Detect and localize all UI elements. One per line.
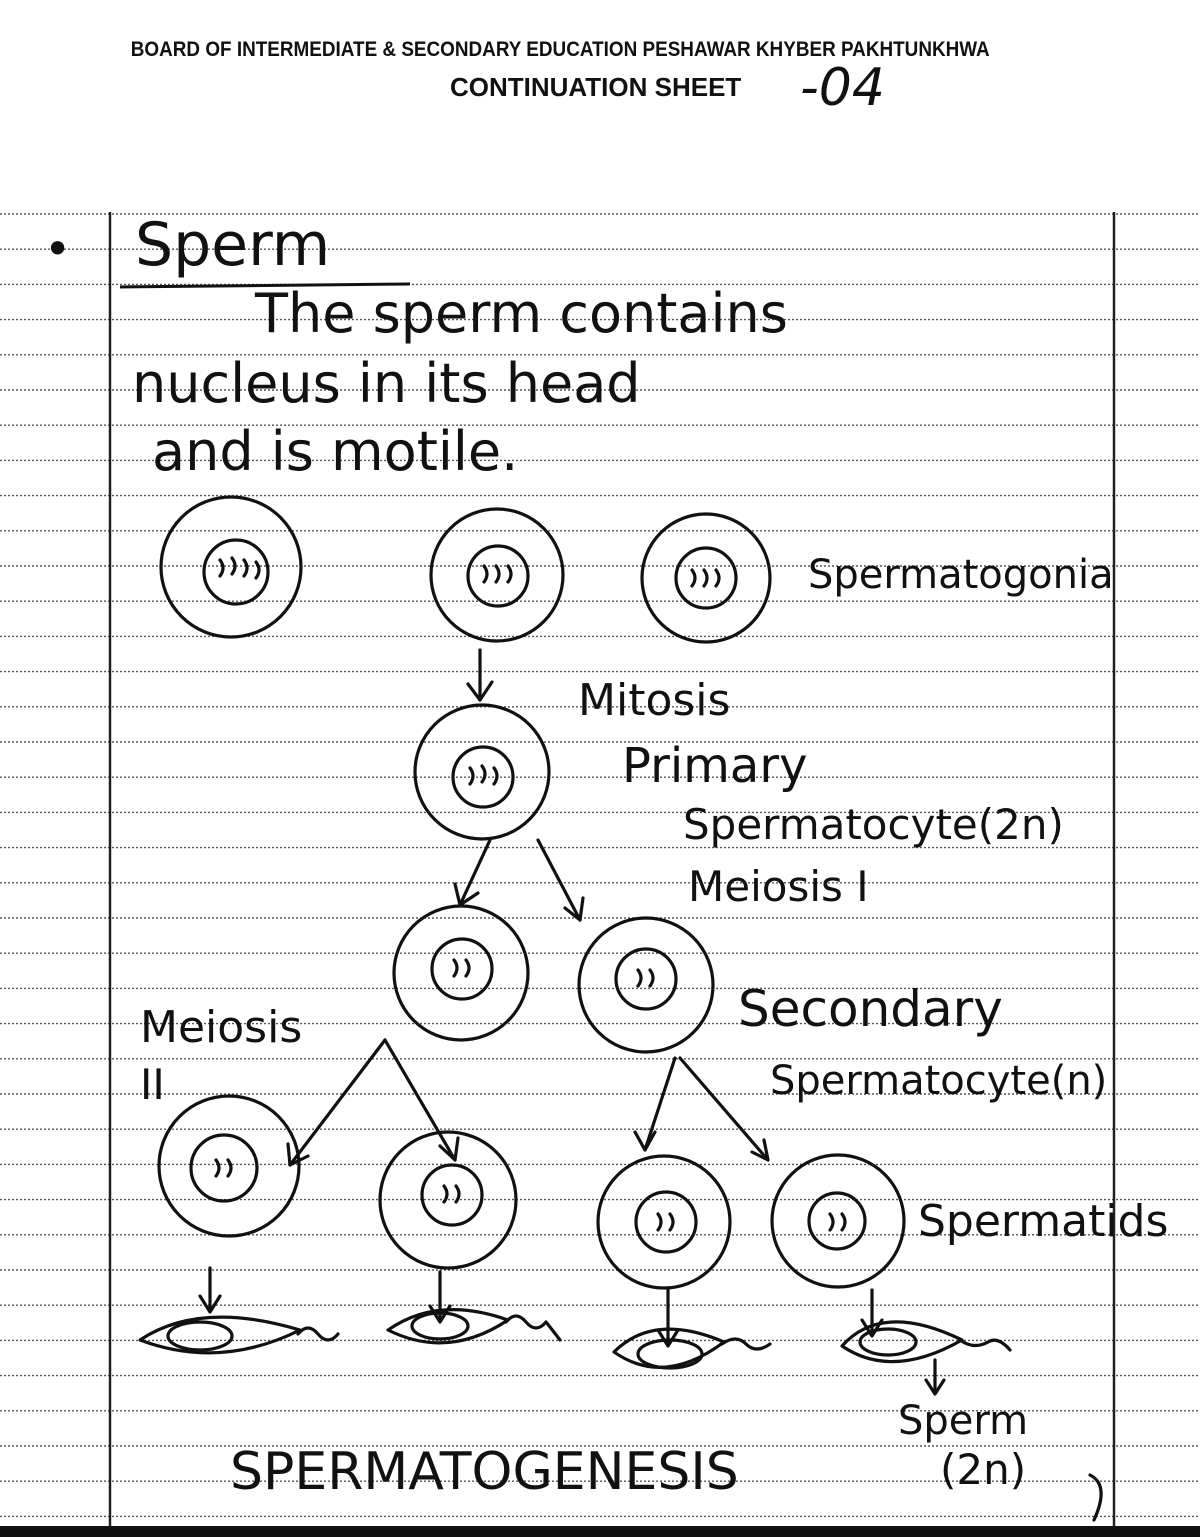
label-primary: Primary [622,738,808,794]
mitosis-arrow [468,650,492,700]
spermatogonium-cell [431,509,563,641]
label-meiosis-2a: Meiosis [140,1002,303,1053]
label-meiosis-1: Meiosis I [688,862,869,911]
continuation-sheet-label: CONTINUATION SHEET [450,72,742,102]
label-sperm: Sperm [898,1398,1029,1444]
label-sperm-ploidy: (2n) [940,1445,1027,1494]
meiosis-2-arrows [288,1040,768,1165]
bullet: • [44,222,72,276]
page-bottom-edge [0,1526,1200,1537]
secondary-spermatocyte-cell [394,906,528,1040]
spermatid-cell [159,1096,299,1236]
sperm-cell [140,1317,338,1353]
board-title: BOARD OF INTERMEDIATE & SECONDARY EDUCATION PESHAWAR KHYBER PAKHTUNKHWA [130,38,990,61]
label-secondary-spermatocyte: Spermatocyte(n) [770,1058,1108,1104]
label-meiosis-2b: II [140,1060,165,1109]
secondary-spermatocyte-cell [579,918,713,1052]
spermatogonium-cell [161,497,301,637]
sheet-number: -04 [800,58,885,118]
sperm-arrows [200,1268,882,1346]
diagram-title: SPERMATOGENESIS [230,1442,739,1502]
label-primary-spermatocyte: Spermatocyte(2n) [683,800,1064,849]
text-line-1: The sperm contains [255,282,788,345]
label-spermatids: Spermatids [918,1196,1169,1247]
label-spermatogonia: Spermatogonia [808,552,1114,598]
spermatid-cell [772,1155,904,1287]
primary-spermatocyte-cell [415,705,549,839]
sperm-cell [614,1329,770,1368]
text-line-2: nucleus in its head [132,352,641,415]
spermatid-cell [598,1156,730,1288]
spermatogonium-cell [642,514,770,642]
text-line-3: and is motile. [152,420,519,483]
label-mitosis: Mitosis [578,675,731,726]
sperm-cell [842,1322,1010,1362]
closing-paren [1090,1475,1101,1520]
heading-sperm: Sperm [135,210,331,280]
label-secondary: Secondary [738,980,1003,1038]
sperm-cell [388,1310,560,1343]
